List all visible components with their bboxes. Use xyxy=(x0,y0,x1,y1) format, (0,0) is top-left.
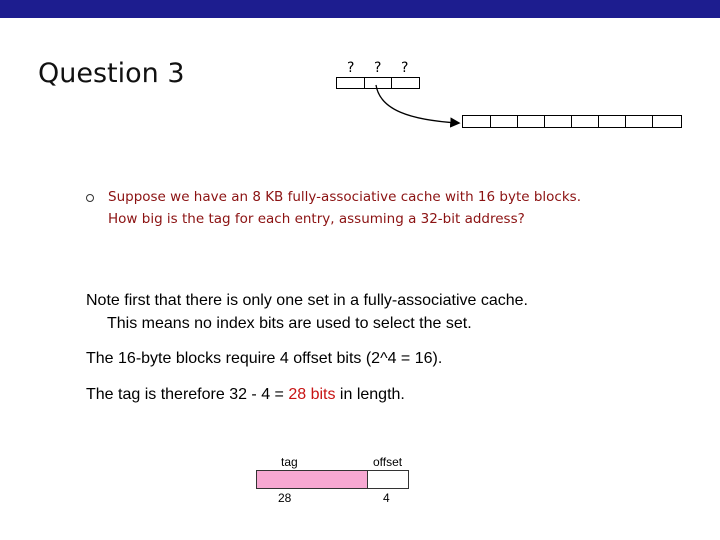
tag-field-box xyxy=(256,470,368,489)
offset-field-box xyxy=(367,470,409,489)
cache-lines-diagram xyxy=(462,115,682,128)
answer-paragraph-2: The 16-byte blocks require 4 offset bits (2^4 = 16). xyxy=(86,350,443,367)
answer-p3-before: The tag is therefore 32 - 4 = xyxy=(86,386,289,403)
tag-bit-count: 28 xyxy=(278,491,292,505)
address-label-3: ? xyxy=(401,60,409,76)
address-label-1: ? xyxy=(347,60,355,76)
offset-field-label: offset xyxy=(373,455,403,469)
bullet-icon xyxy=(86,194,94,202)
question-text xyxy=(108,186,668,230)
header-bar xyxy=(0,0,720,18)
answer-p3-after: in length. xyxy=(335,386,405,403)
tag-field-label: tag xyxy=(281,455,298,469)
answer-p3-highlight: 28 bits xyxy=(288,386,336,403)
question-line-1: Suppose we have an 8 KB fully-associative cache with 16 byte blocks. xyxy=(108,189,581,205)
address-label-2: ? xyxy=(374,60,382,76)
address-field-labels xyxy=(336,60,420,76)
answer-paragraph-3 xyxy=(86,383,405,406)
slide-title: Question 3 xyxy=(38,58,185,89)
answer-paragraph-1 xyxy=(86,289,528,335)
mapping-arrow xyxy=(360,80,480,140)
answer-p1-line2: This means no index bits are used to select the set. xyxy=(107,315,472,332)
answer-p1-line1: Note first that there is only one set in a fully-associative cache. xyxy=(86,292,528,309)
question-line-2: How big is the tag for each entry, assuming a 32-bit address? xyxy=(108,211,525,227)
offset-bit-count: 4 xyxy=(383,491,390,505)
